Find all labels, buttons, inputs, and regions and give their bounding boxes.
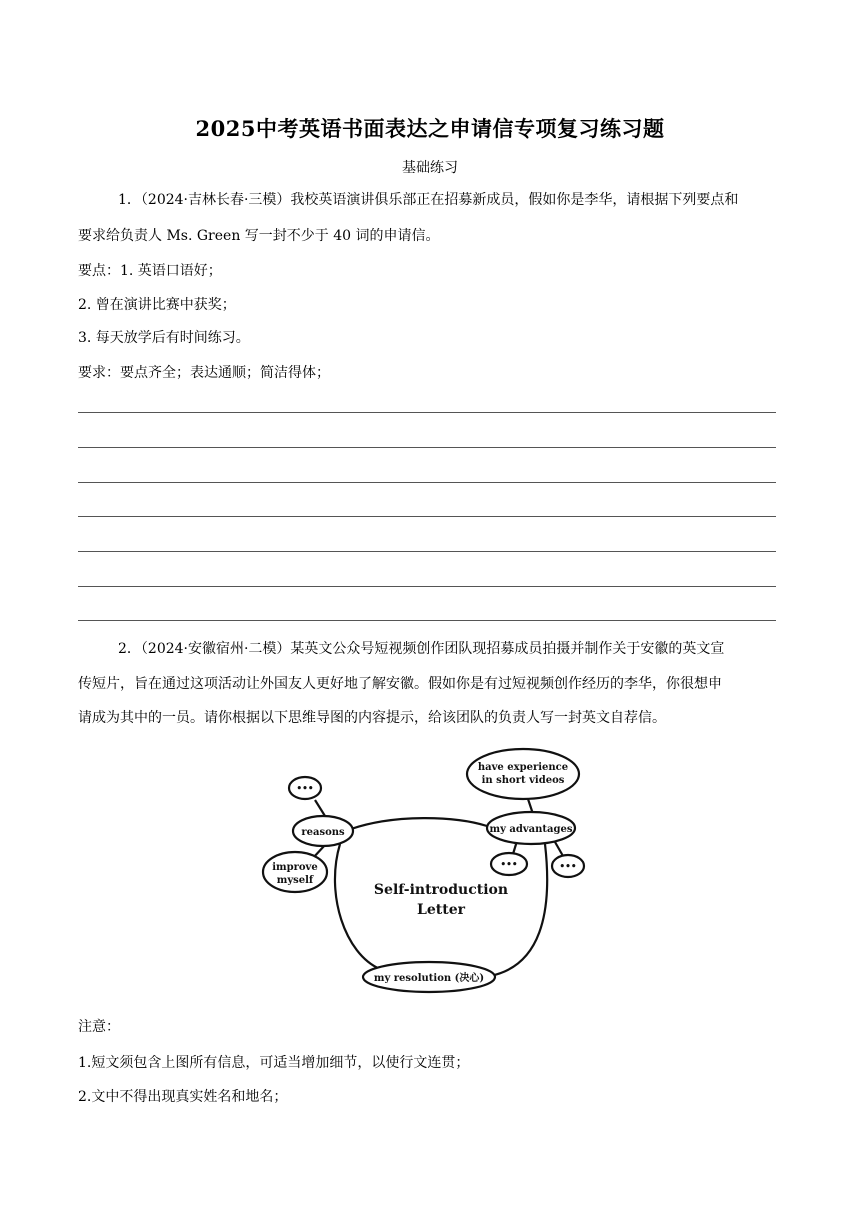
answer-line[interactable] [78,412,776,413]
section-subtitle: 基础练习 [402,160,458,176]
answer-line[interactable] [78,551,776,552]
resolution-text: my resolution (决心) [373,973,485,984]
answer-line[interactable] [78,482,776,483]
improve-text-2: myself [276,875,314,886]
q2-prompt-line2: 传短片，旨在通过这项活动让外国友人更好地了解安徽。假如你是有过短视频创作经历的李华，你很想申 [78,676,722,692]
experience-text-1: have experience [477,762,569,773]
note-1: 1.短文须包含上图所有信息，可适当增加细节，以使行文连贯； [78,1055,470,1071]
connector-dots-reasons [315,800,325,816]
center-text-2: Letter [417,902,465,918]
adv-dots2-text: ••• [559,862,577,872]
adv-dots1-text: ••• [500,860,518,870]
q2-prompt-line3: 请成为其中的一员。请你根据以下思维导图的内容提示，给该团队的负责人写一封英文自荐信。 [78,710,666,726]
mind-map-diagram [255,744,605,994]
connector-reasons-advantages [351,818,487,829]
experience-node [467,749,579,799]
q1-prompt-line2: 要求给负责人 Ms. Green 写一封不少于 40 词的申请信。 [78,228,440,244]
q1-point1: 要点：1. 英语口语好； [78,263,222,279]
q1-point2: 2. 曾在演讲比赛中获奖； [78,297,236,313]
answer-line[interactable] [78,620,776,621]
connector-reasons-resolution [335,844,380,969]
reasons-dots-text: ••• [296,784,314,794]
q1-requirements: 要求：要点齐全；表达通顺；简洁得体； [78,365,330,381]
connector-adv-dots2 [555,842,563,856]
advantages-text: my advantages [489,824,573,835]
answer-line[interactable] [78,447,776,448]
q1-point3: 3. 每天放学后有时间练习。 [78,330,250,346]
answer-line[interactable] [78,586,776,587]
answer-line[interactable] [78,516,776,517]
page-title: 2025中考英语书面表达之申请信专项复习练习题 [195,116,665,141]
note-2: 2.文中不得出现真实姓名和地名； [78,1089,288,1105]
notes-heading: 注意： [78,1019,120,1035]
reasons-text: reasons [301,827,345,838]
q2-prompt-line1: 2．（2024·安徽宿州·二模）某英文公众号短视频创作团队现招募成员拍摄并制作关于安徽的英文宣 [118,641,725,657]
q1-prompt-line1: 1．（2024·吉林长春·三模）我校英语演讲俱乐部正在招募新成员，假如你是李华，请根据下列要点和 [118,192,739,208]
experience-text-2: in short videos [481,775,565,786]
improve-text-1: improve [272,862,318,873]
center-text-1: Self-introduction [373,882,509,898]
